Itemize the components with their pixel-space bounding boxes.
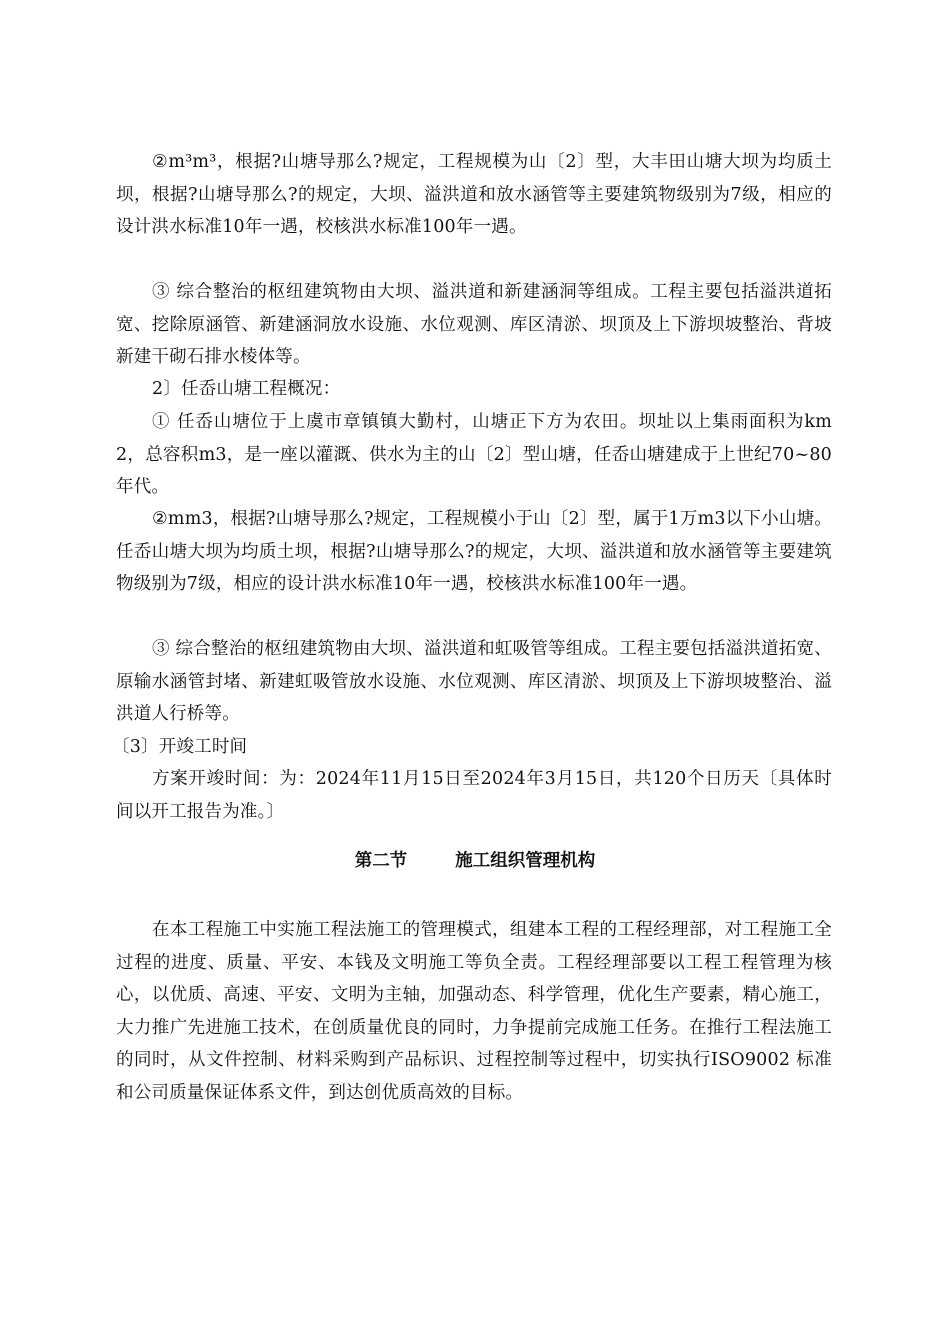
- paragraph-dafengtian-scale: ②m³m³，根据?山塘导那么?规定，工程规模为山〔2〕型，大丰田山塘大坝为均质土坝，根据?山塘导那么?的规定，大坝、溢洪道和放水涵管等主要建筑物级别为7级，相应的设计洪水标准10年一遇，校核洪水标准100年一遇。: [116, 152, 832, 237]
- paragraph-dafengtian-works: ③ 综合整治的枢纽建筑物由大坝、溢洪道和新建涵洞等组成。工程主要包括溢洪道拓宽、挖除原涵管、新建涵洞放水设施、水位观测、库区清淤、坝顶及上下游坝坡整治、背坡新建干砌石排水棱体等。: [116, 282, 832, 367]
- paragraph-renao-works: ③ 综合整治的枢纽建筑物由大坝、溢洪道和虹吸管等组成。工程主要包括溢洪道拓宽、原输水涵管封堵、新建虹吸管放水设施、水位观测、库区清淤、坝顶及上下游坝坡整治、溢洪道人行桥等。: [116, 639, 832, 724]
- section-heading: [0, 847, 950, 875]
- section-title: 施工组织管理机构: [455, 851, 596, 871]
- paragraph-renao-heading: 2〕任岙山塘工程概况：: [152, 379, 341, 399]
- paragraph-schedule-heading: 〔3〕开竣工时间: [112, 737, 248, 757]
- paragraph-management-mode: 在本工程施工中实施工程法施工的管理模式，组建本工程的工程经理部，对工程施工全过程的进度、质量、平安、本钱及文明施工等负全责。工程经理部要以工程工程管理为核心，以优质、高速、平安、文明为主轴，加强动态、科学管理，优化生产要素，精心施工，大力推广先进施工技术，在创质量优良的同时，力争提前完成施工任务。在推行工程法施工的同时，从文件控制、材料采购到产品标识、过程控制等过程中，切实执行ISO9002 标准和公司质量保证体系文件，到达创优质高效的目标。: [116, 920, 832, 1103]
- paragraph-schedule: 方案开竣时间：为：2024年11月15日至2024年3月15日，共120个日历天〔具体时间以开工报告为准。〕: [116, 769, 832, 822]
- paragraph-renao-scale: ②mm3，根据?山塘导那么?规定，工程规模小于山〔2〕型，属于1万m3以下小山塘。任岙山塘大坝为均质土坝，根据?山塘导那么?的规定，大坝、溢洪道和放水涵管等主要建筑物级别为7级，相应的设计洪水标准10年一遇，校核洪水标准100年一遇。: [116, 509, 832, 594]
- paragraph-renao-location: ① 任岙山塘位于上虞市章镇镇大勤村，山塘正下方为农田。坝址以上集雨面积为km2，总容积m3，是一座以灌溉、供水为主的山〔2〕型山塘，任岙山塘建成于上世纪70~80年代。: [116, 412, 832, 497]
- section-number: 第二节: [354, 851, 408, 871]
